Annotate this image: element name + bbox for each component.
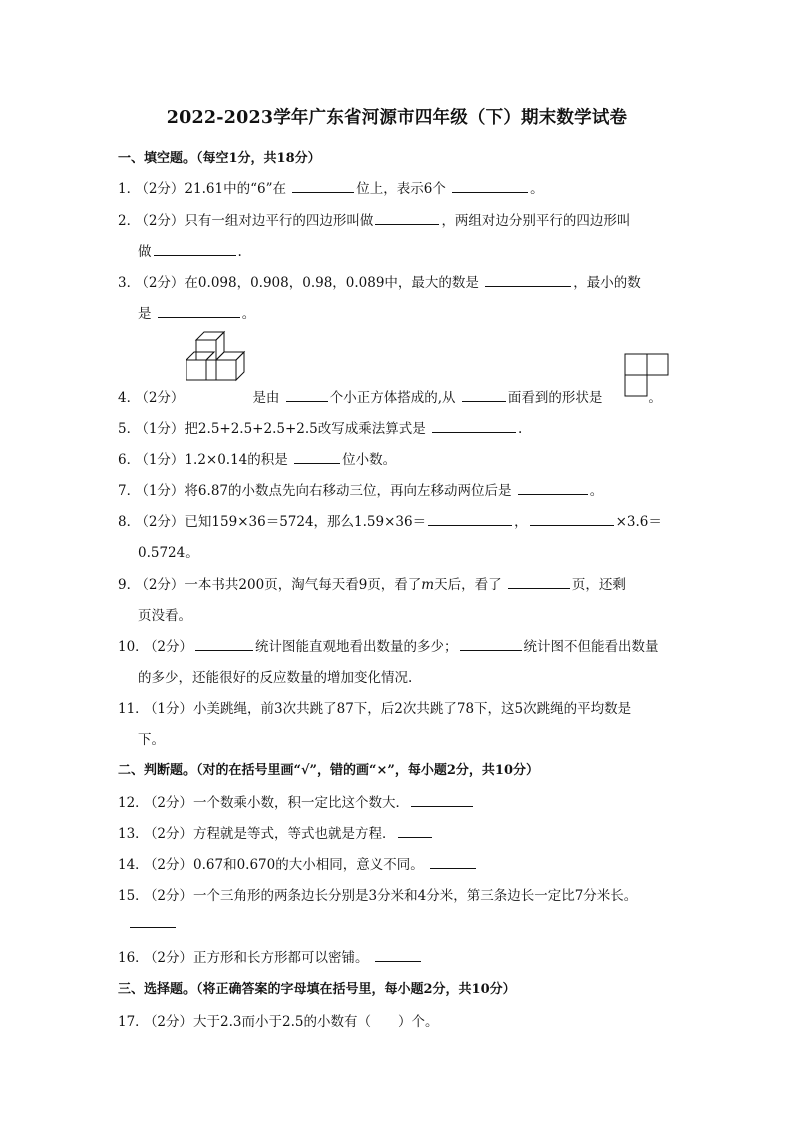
- question-5: [118, 417, 522, 437]
- answer-blank[interactable]: [428, 513, 512, 526]
- question-text: 统计图不但能看出数量: [523, 639, 659, 655]
- answer-blank[interactable]: [286, 389, 328, 402]
- question-number: 12．: [118, 795, 149, 811]
- answer-blank[interactable]: [158, 305, 240, 318]
- question-2-cont: [138, 240, 242, 260]
- question-15: [118, 884, 637, 904]
- question-text: ，: [514, 514, 528, 530]
- question-9-cont: [138, 604, 192, 624]
- question-number: 4．: [118, 390, 141, 406]
- question-text: 面看到的形状是: [507, 390, 603, 406]
- question-text: （2分）方程就是等式，等式也就是方程．: [150, 826, 396, 842]
- question-text: （2分）正方形和长方形都可以密铺。: [150, 950, 369, 966]
- question-text: （2分）21.61中的“6”在: [142, 181, 286, 197]
- question-text: 页，还剩: [571, 577, 626, 593]
- question-text: （2分）大于2.3而小于2.5的小数有（ ）个。: [150, 1014, 439, 1030]
- question-number: 11．: [118, 701, 149, 717]
- question-text: 。: [648, 390, 662, 406]
- question-text: 位小数。: [342, 452, 397, 468]
- question-11-cont: [138, 728, 165, 748]
- question-number: 17．: [118, 1014, 149, 1030]
- section-true-false-heading: 二、判断题。（对的在括号里画“√”，错的画“×”，每小题2分，共10分）: [118, 763, 539, 778]
- question-text: 位上，表示6个: [356, 181, 446, 197]
- question-8-cont: [138, 541, 199, 561]
- question-12: [118, 791, 475, 811]
- section-choice-heading: 三、选择题。（将正确答案的字母填在括号里，每小题2分，共10分）: [118, 982, 516, 997]
- question-number: 16．: [118, 950, 149, 966]
- question-6: [118, 448, 396, 468]
- page-title: 2022-2023学年广东省河源市四年级（下）期末数学试卷: [166, 108, 628, 128]
- question-text: 是由: [252, 390, 280, 406]
- answer-blank[interactable]: [411, 794, 473, 807]
- question-text: 。: [241, 306, 256, 322]
- question-10-cont: [138, 666, 412, 686]
- question-text: （2分）一个数乘小数，积一定比这个数大．: [150, 795, 410, 811]
- cube-stack-figure: [186, 330, 252, 388]
- answer-blank[interactable]: [195, 638, 253, 651]
- question-text: ，最小的数: [573, 275, 641, 291]
- question-4: [118, 386, 662, 406]
- question-text: ，两组对边分别平行的四边形叫: [441, 213, 631, 229]
- question-number: 9．: [118, 577, 141, 593]
- question-number: 7．: [118, 483, 141, 499]
- answer-blank[interactable]: [154, 243, 236, 256]
- answer-blank[interactable]: [460, 638, 522, 651]
- answer-blank[interactable]: [430, 856, 476, 869]
- question-text: 的多少，还能很好的反应数量的增加变化情况.: [138, 670, 413, 686]
- variable-m: m: [421, 577, 435, 593]
- question-14: [118, 853, 478, 873]
- question-number: 1．: [118, 181, 141, 197]
- question-1: [118, 177, 544, 197]
- question-7: [118, 479, 603, 499]
- question-13: [118, 822, 434, 842]
- question-text: （2分）: [150, 639, 194, 655]
- question-text: （2分）只有一组对边平行的四边形叫做: [142, 213, 374, 229]
- question-text: （2分）一本书共200页，淘气每天看9页，看了: [142, 577, 422, 593]
- question-text: （1分）小美跳绳，前3次共跳了87下，后2次共跳了78下，这5次跳绳的平均数是: [150, 701, 632, 717]
- question-15-cont: [128, 915, 178, 932]
- question-text: （1分）把2.5+2.5+2.5+2.5改写成乘法算式是: [142, 421, 426, 437]
- question-number: 14．: [118, 857, 149, 873]
- question-2: [118, 209, 630, 229]
- question-text: ×3.6＝: [615, 514, 662, 530]
- question-text: 做: [138, 244, 152, 260]
- section-fill-in-heading: 一、填空题。（每空1分，共18分）: [118, 151, 321, 166]
- question-number: 3．: [118, 275, 141, 291]
- question-number: 15．: [118, 888, 149, 904]
- question-9: [118, 573, 626, 593]
- question-number: 8．: [118, 514, 141, 530]
- question-text: （2分）0.67和0.670的大小相同，意义不同。: [150, 857, 424, 873]
- question-10: [118, 635, 659, 655]
- answer-blank[interactable]: [518, 482, 588, 495]
- question-11: [118, 697, 631, 717]
- answer-blank[interactable]: [462, 389, 506, 402]
- answer-blank[interactable]: [398, 825, 432, 838]
- question-text: .: [518, 421, 523, 437]
- answer-blank[interactable]: [530, 513, 614, 526]
- question-number: 6．: [118, 452, 141, 468]
- question-text: 。: [589, 483, 604, 499]
- question-text: （2分）: [142, 390, 185, 406]
- question-text: （2分）一个三角形的两条边长分别是3分米和4分米，第三条边长一定比7分米长。: [150, 888, 638, 904]
- question-number: 2．: [118, 213, 141, 229]
- question-text: 天后，看了: [434, 577, 502, 593]
- question-text: 统计图能直观地看出数量的多少；: [255, 639, 458, 655]
- question-text: .: [237, 244, 242, 260]
- question-number: 10．: [118, 639, 149, 655]
- question-text: （2分）已知159×36＝5724，那么1.59×36＝: [142, 514, 427, 530]
- question-3: [118, 271, 641, 291]
- answer-blank[interactable]: [432, 420, 516, 433]
- question-number: 13．: [118, 826, 149, 842]
- answer-blank[interactable]: [130, 915, 176, 928]
- question-text: 。: [530, 181, 544, 197]
- question-17: [118, 1010, 438, 1030]
- question-16: [118, 946, 423, 966]
- question-text: （2分）在0.098，0.908，0.98，0.089中，最大的数是: [142, 275, 479, 291]
- question-text: 下。: [138, 732, 165, 748]
- answer-blank[interactable]: [375, 949, 421, 962]
- answer-blank[interactable]: [292, 180, 354, 193]
- answer-blank[interactable]: [375, 212, 439, 225]
- question-text: 是: [138, 306, 152, 322]
- question-text: 0.5724。: [138, 545, 199, 561]
- question-3-cont: [138, 302, 255, 322]
- answer-blank[interactable]: [294, 451, 340, 464]
- question-text: （1分）1.2×0.14的积是: [142, 452, 288, 468]
- question-number: 5．: [118, 421, 141, 437]
- question-text: 个小正方体搭成的,从: [329, 390, 456, 406]
- answer-blank[interactable]: [485, 274, 571, 287]
- question-8: [118, 510, 662, 530]
- question-text: 页没看。: [138, 608, 192, 624]
- question-text: （1分）将6.87的小数点先向右移动三位，再向左移动两位后是: [142, 483, 512, 499]
- answer-blank[interactable]: [452, 180, 528, 193]
- answer-blank[interactable]: [508, 576, 570, 589]
